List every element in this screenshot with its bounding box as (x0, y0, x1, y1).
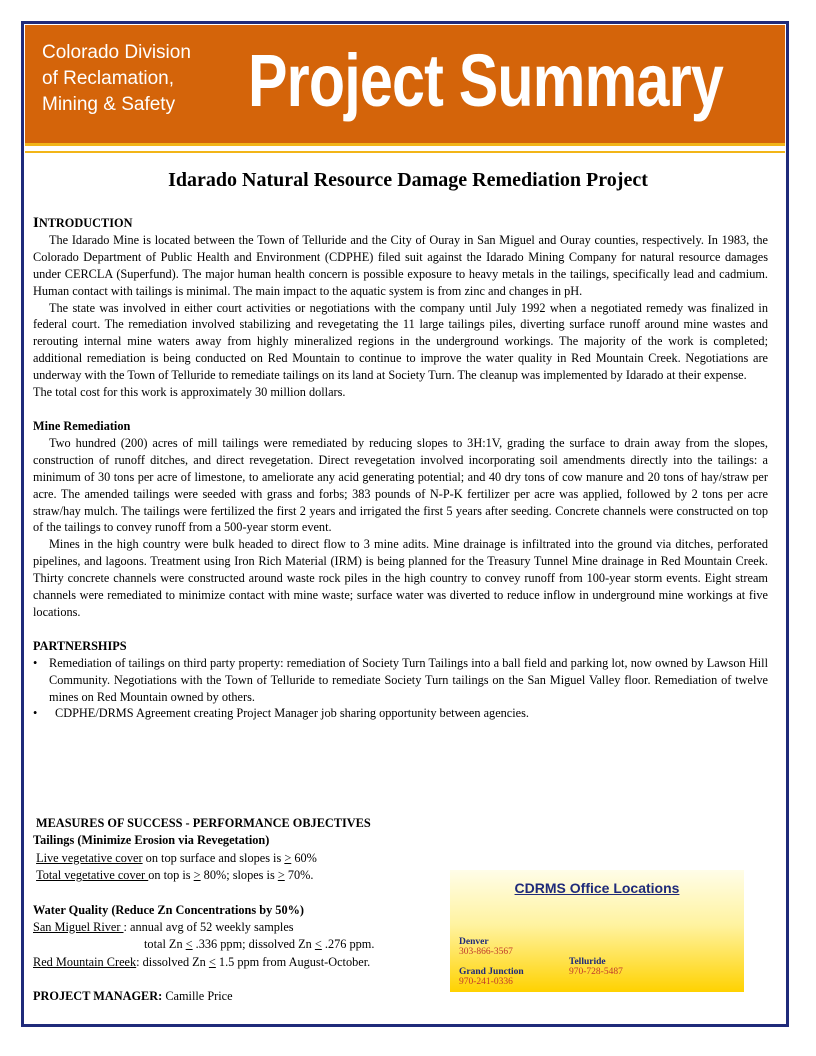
introduction-heading: INTRODUCTION (33, 215, 133, 231)
san-miguel-line: San Miguel River : annual avg of 52 weekly samples (33, 920, 294, 935)
san-miguel-line-2: total Zn < .336 ppm; dissolved Zn < .276 ppm. (144, 937, 375, 952)
mine-paragraph-1: Two hundred (200) acres of mill tailings were remediated by reducing slopes to 3H:1V, grading the surface to drain away from the slopes, construction of runoff ditches, and direct revegetation. Direct revegetation involved incorporating soil amendments directly into the tailings: a minimum of 30 tons per acre of limestone, to ameliorate any acid generating potential; and 40 dry tons of cow manure and 20 tons of hay/straw per acre. The amended tailings were seeded with grass and forbs; 383 pounds of N-P-K fertilizer per acre was applied, followed by 2 tons per acre straw/hay mulch. The tailings were fertilized the first 2 years and irrigated the first 5 years after seeding. Concrete channels were constructed on top of the tailings to convey runoff from a 500-year storm event. (33, 435, 768, 535)
red-mountain-line: Red Mountain Creek: dissolved Zn < 1.5 ppm from August-October. (33, 954, 371, 969)
division-line-2: of Reclamation, (42, 68, 175, 89)
intro-paragraph-1: The Idarado Mine is located between the Town of Telluride and the City of Ouray in San Miguel and Ouray counties, respectively. In 1983, the Colorado Department of Public Health and Environment (CDPHE) filed suit against the Idarado Mining Company for natural resource damages under CERCLA (Superfund). The major human health concern is possible exposure to heavy metals in the tailings, specifically lead and cadmium. Human contact with tailings is minimal. The main impact to the aquatic system is from zinc and changes in pH. (33, 232, 768, 298)
office-denver: Denver 303-866-3567 (459, 937, 513, 957)
header-rule (25, 143, 785, 153)
main-content (33, 215, 768, 722)
division-name (42, 40, 252, 118)
water-quality-heading: Water Quality (Reduce Zn Concentrations by 50%) (33, 902, 304, 917)
banner-title: Project Summary (248, 39, 723, 122)
live-cover-line: Live vegetative cover on top surface and slopes is > 60% (36, 850, 317, 865)
mine-paragraph-2: Mines in the high country were bulk headed to direct flow to 3 mine adits. Mine drainage is infiltrated into the ground via ditches, perforated pipelines, and lagoons. Treatment using Iron Rich Material (IRM) is being planned for the Treasury Tunnel Mine drainage in Red Mountain Creek. Thirty concrete channels were constructed around waste rock piles in the high country to convey runoff from 100-year storm events. Eight stream channels were remediated to minimize contact with mine waste; surface water was diverted to reduce inflow in underground mine workings at five locations. (33, 537, 768, 619)
division-line-1: Colorado Division (42, 42, 191, 63)
intro-paragraph-2: The state was involved in either court activities or negotiations with the company until July 1992 when a negotiated remedy was finalized in federal court. The remediation involved stabilizing and revegetating the 11 large tailings piles, diverting surface runoff around mine wastes and rerouting internal mine waters away from highly mineralized regions in the underground workings. The majority of the work is completed; additional remediation is being conducted on Red Mountain to continue to improve the water quality in Red Mountain Creek. Negotiations are underway with the Town of Telluride to remediate tailings on its land at Society Turn. The cleanup was implemented by Idarado at their expense. (33, 300, 768, 383)
office-locations-box (450, 870, 744, 992)
measures-heading: MEASURES OF SUCCESS - PERFORMANCE OBJECTIVES (36, 816, 371, 830)
total-cover-line: Total vegetative cover on top is > 80%; slopes is > 70%. (36, 868, 314, 883)
tailings-heading: Tailings (Minimize Erosion via Revegetation) (33, 833, 270, 848)
mine-remediation-heading: Mine Remediation (33, 418, 131, 433)
measures-section (33, 815, 473, 1006)
office-grand-junction: Grand Junction 970-241-0336 (459, 967, 524, 987)
office-locations-title[interactable]: CDRMS Office Locations (514, 880, 680, 896)
partnerships-heading: PARTNERSHIPS (33, 638, 127, 653)
document-title: Idarado Natural Resource Damage Remediation Project (168, 169, 648, 191)
division-line-3: Mining & Safety (42, 94, 176, 115)
project-manager: PROJECT MANAGER: Camille Price (33, 989, 233, 1004)
partnership-item: • Remediation of tailings on third party property: remediation of Society Turn Tailings into a ball field and parking lot, now owned by Lawson Hill Community. Negotiations with the Town of Telluride to remediate Society Turn tailings on the San Miguel Valley floor. Remediation of twelve mines on Red Mountain owned by others. (33, 655, 768, 704)
office-telluride: Telluride 970-728-5487 (569, 957, 623, 977)
partnership-item: • CDPHE/DRMS Agreement creating Project Manager job sharing opportunity between agencies. (33, 706, 530, 721)
intro-closing: The total cost for this work is approximately 30 million dollars. (33, 385, 346, 400)
